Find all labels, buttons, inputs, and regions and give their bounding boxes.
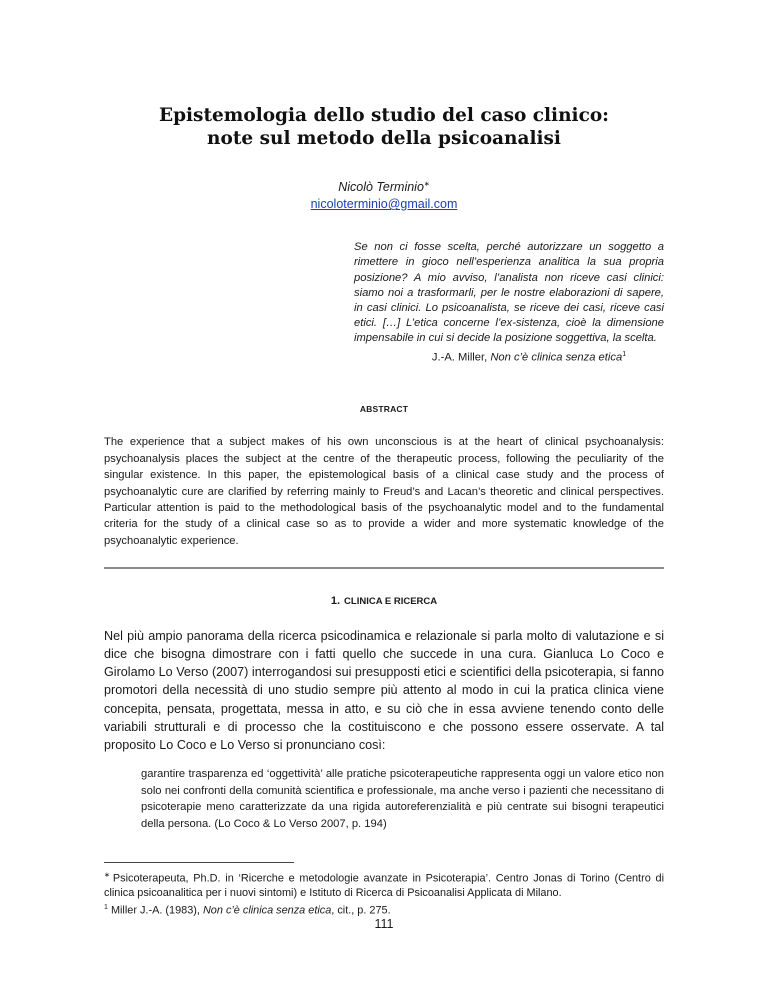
section-number: 1.: [330, 595, 341, 608]
footnote-2-suffix: , cit., p. 275.: [331, 904, 391, 917]
block-quote: garantire trasparenza ed ‘oggettività’ alle pratiche psicoterapeutiche rappresenta oggi un valore etico non solo nei confronti della comunità scientifica e professionale, ma anche verso i pazienti che necessitano di psicoterapie meno caratterizzate da una rigida autoreferenzialità e più centrate sui bisogni terapeutici della persona. (Lo Coco & Lo Verso 2007, p. 194): [141, 768, 664, 830]
author-email-link[interactable]: nicoloterminio@gmail.com: [310, 197, 458, 212]
page-number: 111: [374, 917, 394, 931]
section-title: CLINICA E RICERCA: [344, 596, 438, 608]
abstract-text: The experience that a subject makes of his own unconscious is at the heart of clinical psychoanalysis: psychoanalysis places the subject at the centre of the therapeutic process, following the peculiarity of the singular existence. In this paper, the epistemological basis of a clinical case study and the process of psychoanalytic cure are clarified by referring mainly to Freud’s and Lacan’s theoretic and clinical perspectives. Particular attention is paid to the methodological basis of the psychoanalytic model and to the fundamental criteria for the study of a clinical case so as to provide a wider and more systematic knowledge of the psychoanalytic experience.: [104, 436, 664, 547]
body-paragraph: Nel più ampio panorama della ricerca psicodinamica e relazionale si parla molto di valutazione e si dice che bisogna dimostrare con i fatti quello che succede in una cura. Gianluca Lo Coco e Girolamo Lo Verso (2007) interrogandosi sui presupposti etici e scientifici della psicoterapia, si fanno promotori della necessità di uno studio sempre più attento al modo in cui la pratica clinica viene concepita, pensata, progettata, messa in atto, e su ciò che in essa avviene tenendo conto delle variabili strutturali e di processo che la costituiscono e che possono essere osservate. A tal proposito Lo Coco e Lo Verso si pronunciano così:: [104, 629, 664, 752]
epigraph-source-title: Non c’è clinica senza etica: [490, 351, 623, 364]
footnote-1: [104, 869, 664, 901]
footnote-2-title: Non c’è clinica senza etica: [202, 904, 332, 917]
footnote-1-mark: ∗: [104, 872, 110, 880]
section-heading: [104, 595, 664, 607]
footnote-2-prefix: Miller J.-A. (1983),: [110, 904, 203, 917]
epigraph-text: Se non ci fosse scelta, perché autorizzare un soggetto a rimettere in gioco nell’esperienza analitica la sua propria posizione? A mio avviso, l’analista non riceve casi clinici: siamo noi a trasformarli, per le nostre elaborazioni di sapere, in casi clinici. Lo psicoanalista, se riceve dei casi, riceve casi etici. […] L’etica concerne l’ex-sistenza, cioè la dimensione impensabile in cui si decide la posizione soggettiva, la scelta.: [354, 241, 664, 345]
author-email-line: [104, 196, 664, 213]
title-line-1: Epistemologia dello studio del caso clinico:: [158, 105, 610, 126]
footnote-2-mark: 1: [104, 904, 108, 912]
title-line-2: note sul metodo della psicoanalisi: [207, 128, 561, 149]
footnote-1-text: Psicoterapeuta, Ph.D. in ‘Ricerche e metodologie avanzate in Psicoterapia’. Centro Jonas di Torino (Centro di clinica psicoanalitica per i nuovi sintomi) e Istituto di Ricerca di Psicoanalisi Applicata di Milano.: [104, 872, 664, 900]
footnote-divider: [104, 862, 294, 863]
section-divider: [104, 567, 664, 569]
author-footnote-mark: ∗: [423, 181, 430, 188]
epigraph-footnote-mark: 1: [622, 350, 627, 358]
epigraph-source-author: J.-A. Miller,: [431, 351, 491, 364]
epigraph-source: [354, 347, 664, 366]
paper-title: [104, 0, 664, 150]
author-line: [104, 176, 664, 196]
author-name: Nicolò Terminio: [338, 180, 424, 195]
abstract-heading: ABSTRACT: [359, 404, 409, 415]
